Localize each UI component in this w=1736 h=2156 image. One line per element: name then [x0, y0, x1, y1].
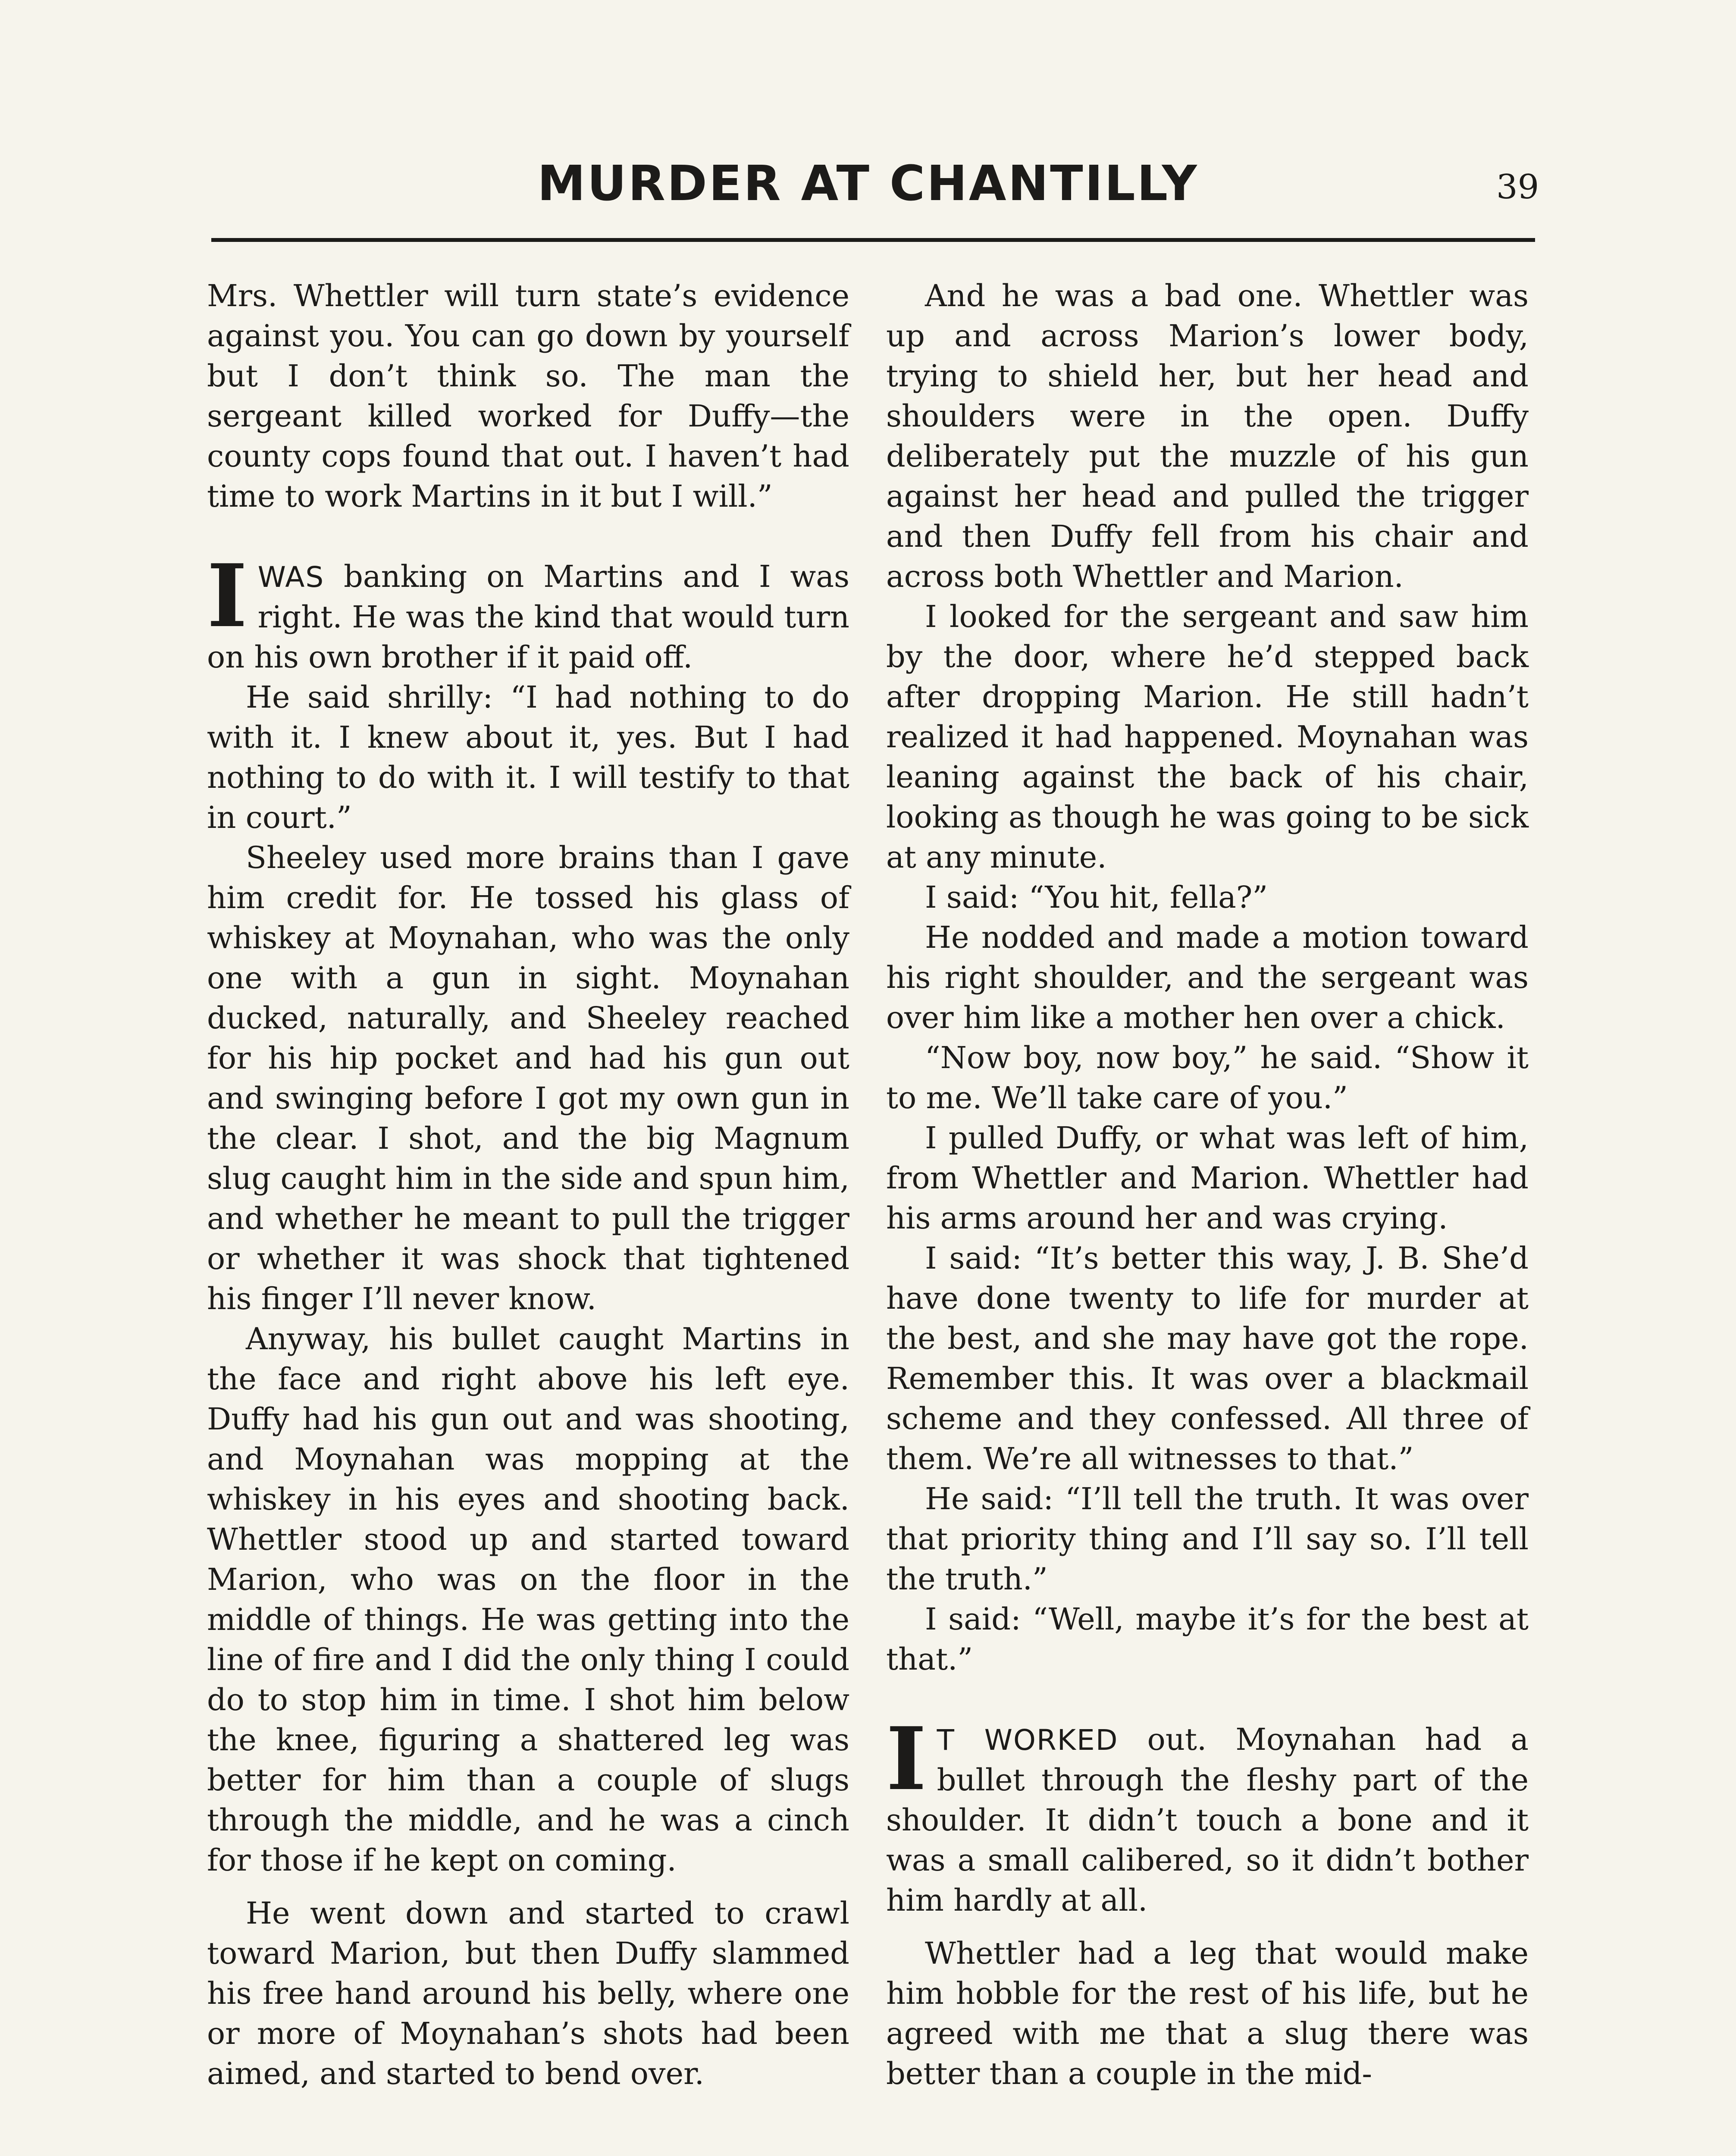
drop-cap: I: [886, 1708, 927, 1810]
paragraph: I said: “Well, maybe it’s for the best at that.”: [886, 1601, 1529, 1677]
paragraph: Mrs. Whettler will turn state’s evidence against you. You can go down by yourself but I don’t think so. The man the sergeant killed worked for Duffy—the county cops found that out. I haven’t had time to work Martins in it but I will.”: [207, 278, 849, 514]
paragraph: Whettler had a leg that would make him hobble for the rest of his life, but he agreed with me that a slug there was better than a couple in the mid-: [886, 1936, 1529, 2091]
paragraph-text: banking on Martins and I was right. He was the kind that would turn on his own brother if it paid off.: [207, 559, 849, 675]
paragraph: I said: “You hit, fella?”: [925, 880, 1268, 915]
paragraph-dropcap: [207, 545, 849, 677]
lead-in: WAS: [257, 561, 325, 594]
header-rule: [211, 238, 1535, 242]
paragraph: I said: “It’s better this way, J. B. She’d have done twenty to life for murder at the best, and she may have got the rope. Remember this. It was over a blackmail scheme and they confessed. All three of them. We’re all witnesses to that.”: [886, 1241, 1529, 1476]
paragraph: I pulled Duffy, or what was left of him, from Whettler and Marion. Whettler had his arms around her and was crying.: [886, 1120, 1529, 1236]
paragraph: He said shrilly: “I had nothing to do with it. I knew about it, yes. But I had nothing to do with it. I will testify to that in court.”: [207, 680, 849, 835]
paragraph: “Now boy, now boy,” he said. “Show it to me. We’ll take care of you.”: [886, 1040, 1529, 1116]
right-column: [886, 276, 1529, 2094]
page-number: 39: [1496, 168, 1539, 207]
paragraph: He went down and started to crawl toward Marion, but then Duffy slammed his free hand around his belly, where one or more of Moynahan’s shots had been aimed, and started to bend over.: [207, 1896, 849, 2091]
paragraph: Anyway, his bullet caught Martins in the face and right above his left eye. Duffy had his gun out and was shooting, and Moynahan was mopping at the whiskey in his eyes and shooting back. Whettler stood up and started toward Marion, who was on the floor in the middle of things. He was getting into the line of fire and I did the only thing I could do to stop him in time. I shot him below the knee, figuring a shattered leg was better for him than a couple of slugs through the middle, and he was a cinch for those if he kept on coming.: [207, 1321, 849, 1878]
paragraph: Sheeley used more brains than I gave him credit for. He tossed his glass of whiskey at Moynahan, who was the only one with a gun in sight. Moynahan ducked, naturally, and Sheeley reached for his hip pocket and had his gun out and swinging before I got my own gun in the clear. I shot, and the big Magnum slug caught him in the side and spun him, and whether he meant to pull the trigger or whether it was shock that tightened his finger I’ll never know.: [207, 840, 849, 1316]
page-title: MURDER AT CHANTILLY: [537, 156, 1199, 212]
lead-in: T WORKED: [937, 1724, 1119, 1757]
paragraph: And he was a bad one. Whettler was up and across Marion’s lower body, trying to shield her, but her head and shoulders were in the open. Duffy deliberately put the muzzle of his gun against her head and pulled the trigger and then Duffy fell from his chair and across both Whettler and Marion.: [886, 278, 1529, 594]
paragraph: He nodded and made a motion toward his right shoulder, and the sergeant was over him like a mother hen over a chick.: [886, 920, 1529, 1035]
paragraph-text: out. Moynahan had a bullet through the fleshy part of the shoulder. It didn’t touch a bone and it was a small calibered, so it didn’t bother him hardly at all.: [886, 1722, 1529, 1918]
drop-cap: I: [207, 545, 248, 647]
left-column: [207, 276, 849, 2094]
paragraph: I looked for the sergeant and saw him by the door, where he’d stepped back after dropping Marion. He still hadn’t realized it had happened. Moynahan was leaning against the back of his chair, looking as though he was going to be sick at any minute.: [886, 599, 1529, 875]
paragraph-dropcap: [886, 1708, 1529, 1921]
paragraph: He said: “I’ll tell the truth. It was over that priority thing and I’ll say so. I’ll tell the truth.”: [886, 1481, 1529, 1597]
